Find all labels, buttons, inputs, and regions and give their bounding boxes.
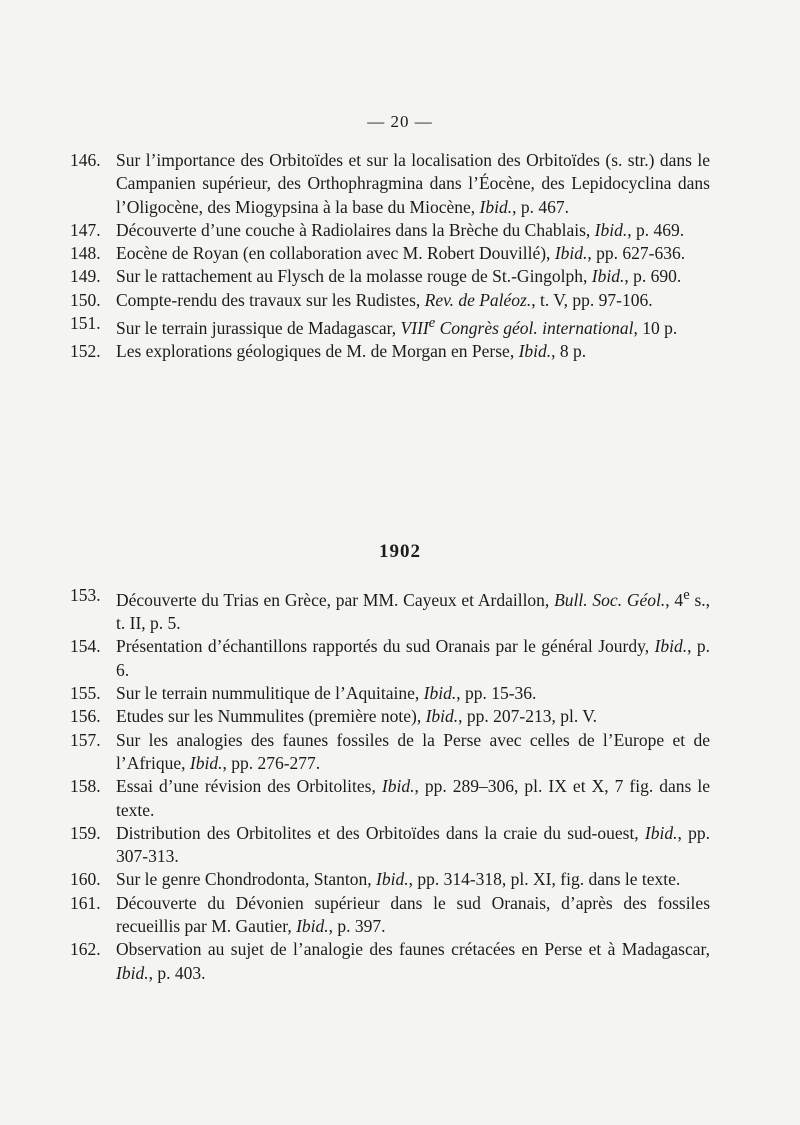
bibliography-entry	[70, 149, 710, 219]
bibliography-entry	[70, 635, 710, 682]
page-number: — 20 —	[367, 112, 433, 131]
entry-number: 158.	[70, 776, 101, 797]
entry-number: 154.	[70, 636, 101, 657]
bibliography-entry	[70, 242, 710, 265]
bibliography-entry	[70, 868, 710, 891]
entry-text: Présentation d’échantillons rapportés du sud Oranais par le général Jourdy, Ibid., p. 6.	[116, 636, 710, 680]
bibliography-entry	[70, 775, 710, 822]
entry-number: 148.	[70, 243, 101, 264]
bibliography-entry	[70, 312, 710, 340]
entry-text: Sur le rattachement au Flysch de la molasse rouge de St.-Gingolph, Ibid., p. 690.	[116, 266, 682, 287]
entry-text: Découverte du Dévonien supérieur dans le sud Oranais, d’après des fossiles recueillis par M. Gautier, Ibid., p. 397.	[116, 892, 710, 936]
entry-number: 150.	[70, 289, 101, 310]
entry-number: 155.	[70, 683, 101, 704]
bibliography-entry	[70, 705, 710, 728]
entry-text: Etudes sur les Nummulites (première note), Ibid., pp. 207-213, pl. V.	[116, 706, 598, 727]
entry-number: 160.	[70, 869, 101, 890]
bibliography-entry	[70, 682, 710, 705]
entry-text: Sur l’importance des Orbitoïdes et sur la localisation des Orbitoïdes (s. str.) dans le Campanien supérieur, des Orthophragmina dans l’Éocène, des Lepidocyclina dans l’Oligocène, des Miogypsina à la base du Miocène, Ibid., p. 467.	[116, 150, 710, 217]
entry-text: Compte-rendu des travaux sur les Rudistes, Rev. de Paléoz., t. V, pp. 97-106.	[116, 289, 653, 310]
entry-number: 149.	[70, 266, 101, 287]
entry-number: 146.	[70, 150, 101, 170]
bibliography-list-before	[70, 149, 710, 364]
bibliography-entry	[70, 219, 710, 242]
bibliography-list-after	[70, 584, 710, 985]
entry-text: Distribution des Orbitolites et des Orbitoïdes dans la craie du sud-ouest, Ibid., pp. 307-313.	[116, 822, 710, 867]
entry-number: 153.	[70, 585, 101, 605]
entry-text: Sur le genre Chondrodonta, Stanton, Ibid., pp. 314-318, pl. XI, fig. dans le texte.	[116, 869, 681, 890]
entry-text: Découverte d’une couche à Radiolaires dans la Brèche du Chablais, Ibid., p. 469.	[116, 219, 685, 240]
entry-number: 152.	[70, 341, 101, 362]
bibliography-entry	[70, 938, 710, 985]
entry-number: 151.	[70, 313, 101, 334]
entry-number: 147.	[70, 219, 101, 240]
bibliography-entry	[70, 265, 710, 288]
year-heading: 1902	[379, 541, 421, 562]
entry-text: Les explorations géologiques de M. de Morgan en Perse, Ibid., 8 p.	[116, 341, 587, 362]
entry-number: 157.	[70, 729, 101, 750]
entry-text: Sur le terrain nummulitique de l’Aquitaine, Ibid., pp. 15-36.	[116, 683, 537, 704]
entry-text: Observation au sujet de l’analogie des faunes crétacées en Perse et à Madagascar, Ibid., p. 403.	[116, 939, 710, 983]
bibliography-entry	[70, 892, 710, 939]
entry-number: 161.	[70, 892, 101, 913]
bibliography-entry	[70, 822, 710, 869]
bibliography-entry	[70, 584, 710, 635]
bibliography-entry	[70, 289, 710, 312]
entry-text: Sur les analogies des faunes fossiles de la Perse avec celles de l’Europe et de l’Afrique, Ibid., pp. 276-277.	[116, 729, 710, 773]
entry-number: 156.	[70, 706, 101, 727]
entry-text: Eocène de Royan (en collaboration avec M. Robert Douvillé), Ibid., pp. 627-636.	[116, 243, 686, 264]
entry-text: Essai d’une révision des Orbitolites, Ibid., pp. 289–306, pl. IX et X, 7 fig. dans le texte.	[116, 776, 710, 820]
entry-text: Découverte du Trias en Grèce, par MM. Cayeux et Ardaillon, Bull. Soc. Géol., 4e s., t. II, p. 5.	[116, 587, 711, 634]
entry-number: 159.	[70, 822, 101, 843]
entry-text: Sur le terrain jurassique de Madagascar, VIIIe Congrès géol. international, 10 p.	[116, 315, 678, 338]
entry-number: 162.	[70, 939, 101, 960]
bibliography-entry	[70, 340, 710, 363]
bibliography-entry	[70, 729, 710, 776]
